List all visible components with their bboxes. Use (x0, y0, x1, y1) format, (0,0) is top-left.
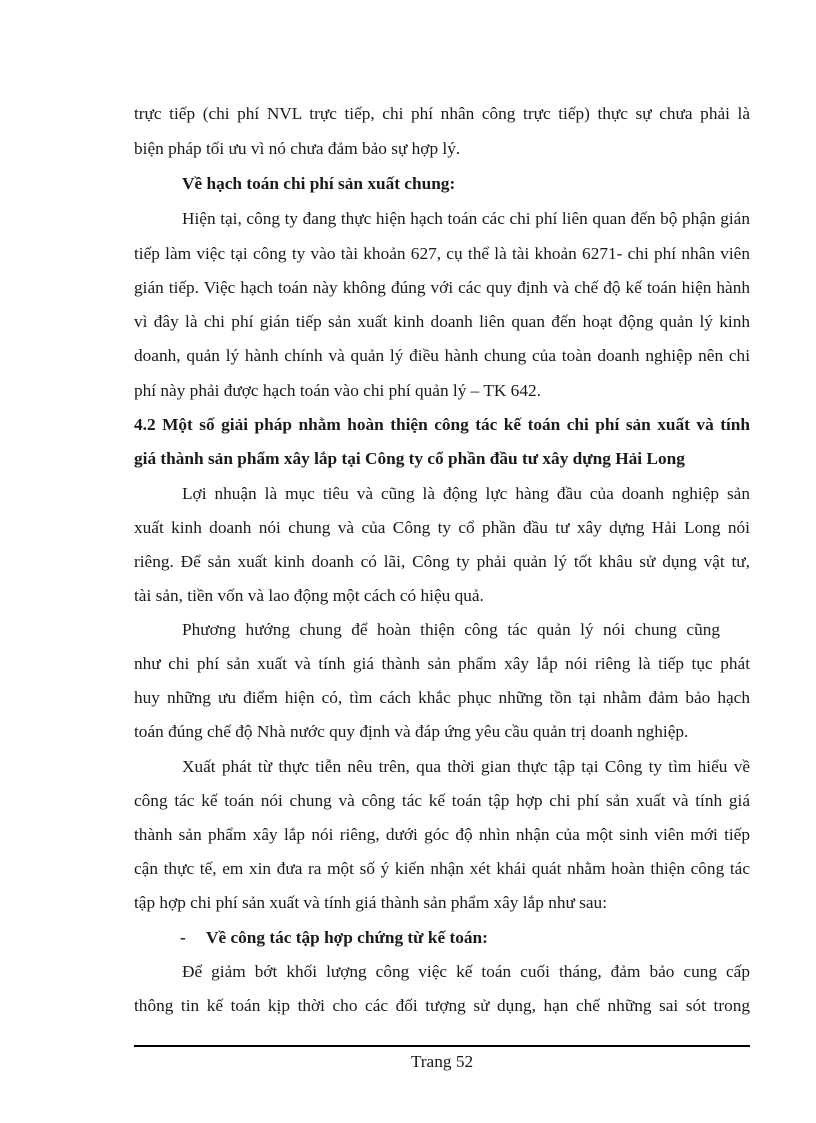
body-text-line: tài sản, tiền vốn và lao động một cách có hiệu quả. (134, 586, 484, 605)
body-text-line: tiếp làm việc tại công ty vào tài khoản 627, cụ thể là tài khoản 6271- chi phí nhân viên (134, 244, 750, 263)
body-text-line: thông tin kế toán kịp thời cho các đối tượng sử dụng, hạn chế những sai sót trong (134, 996, 750, 1015)
bullet-heading (180, 928, 750, 948)
body-text-line: Phương hướng chung để hoàn thiện công tác quản lý nói chung cũng (182, 620, 720, 639)
footer-rule (134, 1045, 750, 1047)
body-text-line: phí này phải được hạch toán vào chi phí quản lý – TK 642. (134, 381, 541, 400)
body-text-line: trực tiếp (chi phí NVL trực tiếp, chi phí nhân công trực tiếp) thực sự chưa phải là (134, 104, 750, 123)
body-text-line: toán đúng chế độ Nhà nước quy định và đáp ứng yêu cầu quản trị doanh nghiệp. (134, 722, 689, 741)
body-text-line: cận thực tế, em xin đưa ra một số ý kiến nhận xét khái quát nhằm hoàn thiện công tác (134, 859, 750, 878)
body-text-line: riêng. Để sản xuất kinh doanh có lãi, Công ty phải quản lý tốt khâu sử dụng vật tư, (134, 552, 750, 571)
body-text-line: vì đây là chi phí gián tiếp sản xuất kinh doanh liên quan đến hoạt động quản lý kinh (134, 312, 750, 331)
bullet-dash: - (180, 928, 186, 947)
body-text-line: công tác kế toán nói chung và công tác kế toán tập hợp chi phí sản xuất và tính giá (134, 791, 750, 810)
body-text-line: biện pháp tối ưu vì nó chưa đảm bảo sự hợp lý. (134, 139, 461, 158)
section-heading: 4.2 Một số giải pháp nhằm hoàn thiện công tác kế toán chi phí sản xuất và tính (134, 415, 750, 434)
body-text-line: Để giảm bớt khối lượng công việc kế toán cuối tháng, đảm bảo cung cấp (182, 962, 750, 981)
body-text-line: gián tiếp. Việc hạch toán này không đúng với các quy định và chế độ kế toán hiện hành (134, 278, 750, 297)
body-text-line: Hiện tại, công ty đang thực hiện hạch toán các chi phí liên quan đến bộ phận gián (182, 209, 750, 228)
body-text-line: thành sản phẩm xây lắp nói riêng, dưới góc độ nhìn nhận của một sinh viên mới tiếp (134, 825, 750, 844)
body-text-line: huy những ưu điểm hiện có, tìm cách khắc phục những tồn tại nhằm đảm bảo hạch (134, 688, 750, 707)
body-text-line: Xuất phát từ thực tiễn nêu trên, qua thời gian thực tập tại Công ty tìm hiểu về (182, 757, 750, 776)
body-text-line: xuất kinh doanh nói chung và của Công ty cổ phần đầu tư xây dựng Hải Long nói (134, 518, 750, 537)
page-number: Trang 52 (410, 1052, 474, 1071)
subsection-heading: Về hạch toán chi phí sản xuất chung: (182, 174, 456, 193)
body-text-line: như chi phí sản xuất và tính giá thành sản phẩm xây lắp nói riêng là tiếp tục phát (134, 654, 750, 673)
body-text-line: Lợi nhuận là mục tiêu và cũng là động lực hàng đầu của doanh nghiệp sản (182, 484, 750, 503)
bullet-heading-text: Về công tác tập hợp chứng từ kế toán: (206, 928, 488, 947)
body-text-line: doanh, quản lý hành chính và quản lý điều hành chung của toàn doanh nghiệp nên chi (134, 346, 750, 365)
body-text-line: tập hợp chi phí sản xuất và tính giá thành sản phẩm xây lắp như sau: (134, 893, 607, 912)
section-heading: giá thành sản phẩm xây lắp tại Công ty cổ phần đầu tư xây dựng Hải Long (134, 449, 685, 468)
